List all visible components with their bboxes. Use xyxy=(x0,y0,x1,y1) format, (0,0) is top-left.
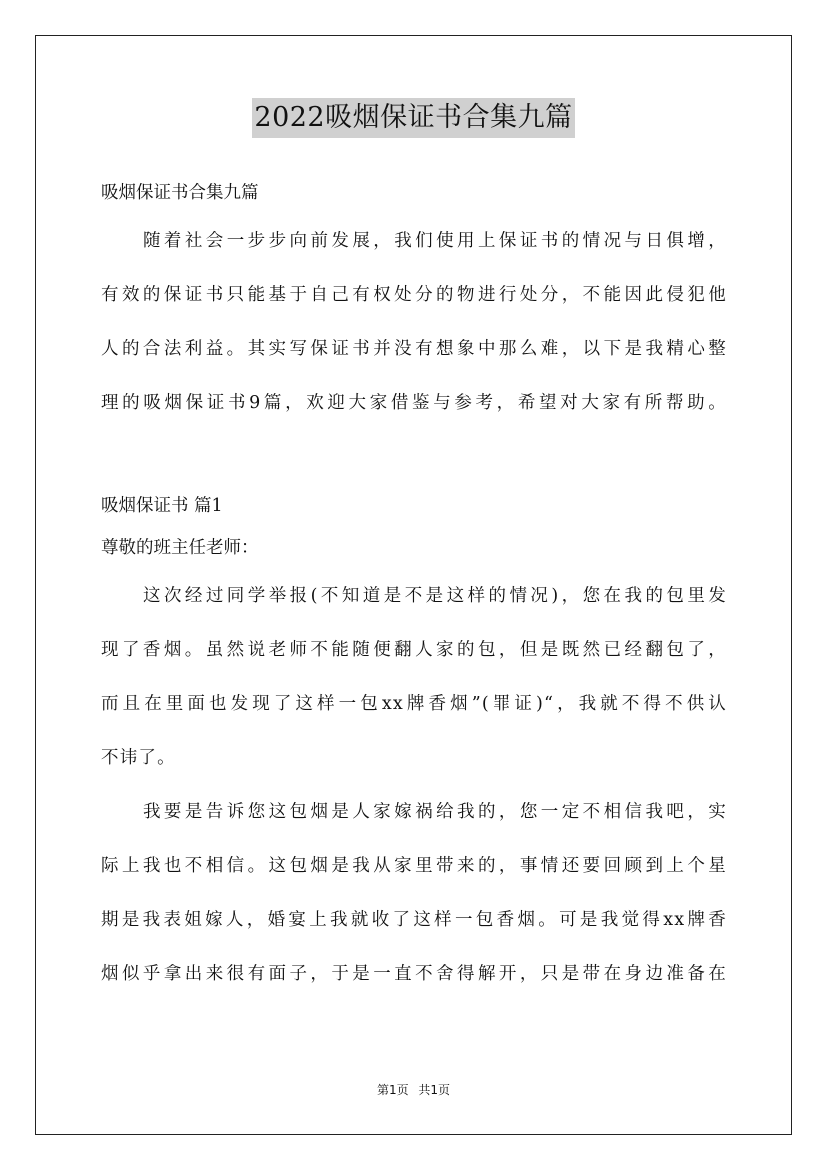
paragraph-line: 际上我也不相信。这包烟是我从家里带来的，事情还要回顾到上个星 xyxy=(101,856,727,876)
document-subtitle: 吸烟保证书合集九篇 xyxy=(101,183,259,203)
title-container xyxy=(0,98,827,138)
page-number: 第1页 xyxy=(376,1083,409,1097)
intro-paragraph xyxy=(101,214,727,430)
paragraph-line: 这次经过同学举报(不知道是不是这样的情况)，您在我的包里发 xyxy=(143,586,727,606)
paragraph-line: 而且在里面也发现了这样一包xx牌香烟”(罪证)“，我就不得不供认 xyxy=(101,694,727,714)
body-paragraph-1 xyxy=(101,569,727,785)
paragraph-line: 现了香烟。虽然说老师不能随便翻人家的包，但是既然已经翻包了， xyxy=(101,640,727,660)
salutation: 尊敬的班主任老师： xyxy=(101,538,259,558)
paragraph-line: 随着社会一步步向前发展，我们使用上保证书的情况与日俱增， xyxy=(143,231,727,251)
body-paragraph-2 xyxy=(101,785,727,1001)
document-title: 2022吸烟保证书合集九篇 xyxy=(252,98,574,138)
paragraph-line: 理的吸烟保证书9篇，欢迎大家借鉴与参考，希望对大家有所帮助。 xyxy=(101,393,727,413)
paragraph-line: 我要是告诉您这包烟是人家嫁祸给我的，您一定不相信我吧，实 xyxy=(143,802,727,822)
page-total: 共1页 xyxy=(418,1083,451,1097)
paragraph-line: 人的合法利益。其实写保证书并没有想象中那么难，以下是我精心整 xyxy=(101,339,727,359)
paragraph-line: 烟似乎拿出来很有面子，于是一直不舍得解开，只是带在身边准备在 xyxy=(101,964,727,984)
paragraph-line: 期是我表姐嫁人，婚宴上我就收了这样一包香烟。可是我觉得xx牌香 xyxy=(101,910,727,930)
section-gap xyxy=(101,430,727,485)
paragraph-line: 有效的保证书只能基于自己有权处分的物进行处分，不能因此侵犯他 xyxy=(101,285,727,305)
page-footer xyxy=(0,1081,827,1098)
section-heading: 吸烟保证书 篇1 xyxy=(101,496,223,516)
paragraph-line: 不讳了。 xyxy=(101,748,176,768)
document-body xyxy=(101,172,727,1001)
